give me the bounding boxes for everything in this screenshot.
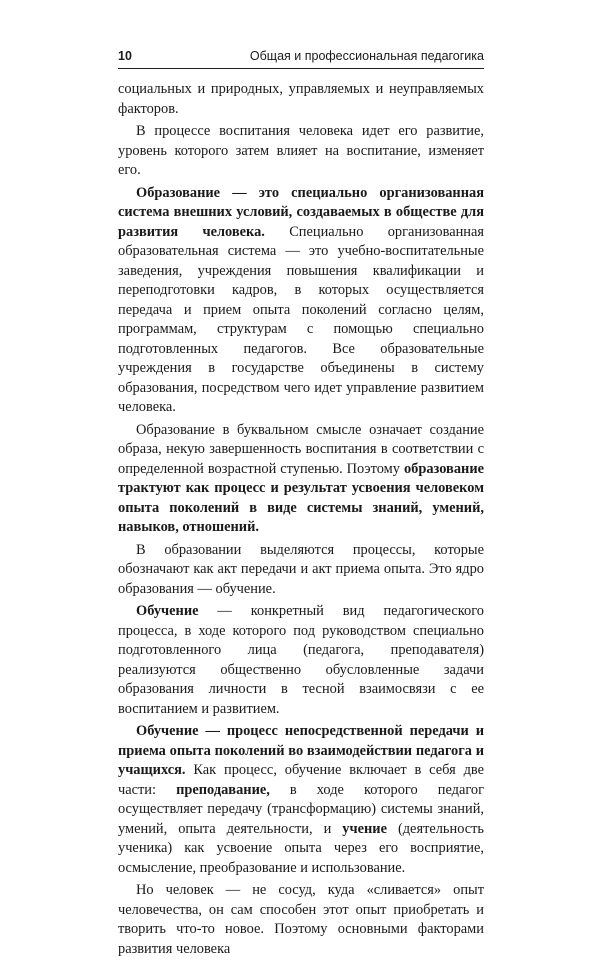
text-run: Но человек — не сосуд, куда «сливается» опыт человечества, он сам способен этот опыт приобретать и творить что-то новое. Поэтому основными факторами развития человека xyxy=(118,882,484,957)
paragraph xyxy=(118,421,484,538)
paragraph xyxy=(118,722,484,878)
text-run: В образовании выделяются процессы, которые обозначают как акт передачи и акт приема опыта. Это ядро образования — обучение. xyxy=(118,541,484,597)
text-run: социальных и природных, управляемых и неуправляемых факторов. xyxy=(118,81,484,117)
definition-bold: Обучение — процесс непосредственной передачи и приема опыта поколений во взаимодействии педагога и учащихся. xyxy=(118,723,484,778)
running-title: Общая и профессиональная педагогика xyxy=(249,49,484,63)
text-run: в ходе которого педагог осуществляет передачу (трансформацию) системы знаний, умений, опыта деятельности, и xyxy=(118,781,484,837)
term-bold: учение xyxy=(342,820,387,837)
text-run: В процессе воспитания человека идет его развитие, уровень которого затем влияет на воспитание, изменяет его. xyxy=(118,123,484,178)
paragraph xyxy=(118,602,484,719)
definition-bold: образование трактуют как процесс и результат усвоения человеком опыта поколений в виде системы знаний, умений, навыков, отношений. xyxy=(118,460,484,535)
text-run: — конкретный вид педагогического процесса, в ходе которого под руководством специально подготовленного лица (педагога, преподавателя) реализуются общественно обусловленные задачи образования личности в тесной взаимосвязи с ее воспитанием и развитием. xyxy=(118,603,484,717)
text-run: Специально организованная образовательная система — это учебно-воспитательные заведения, учреждения повышения квалификации и переподготовки кадров, в которых осуществляется передача и прием опыта поколений согласно целям, программам, структурам с помощью специально подготовленных педагогов. Все образовательные учреждения в государстве объединены в систему образования, посредством чего идет управление развитием человека. xyxy=(118,223,485,415)
page-header xyxy=(118,47,484,67)
definition-bold: Образование — это специально организованная система внешних условий, создаваемых в обществе для развития человека. xyxy=(118,184,484,240)
text-run: Как процесс, обучение включает в себя две части: xyxy=(118,762,484,798)
page-number: 10 xyxy=(118,49,132,63)
term-bold: Обучение xyxy=(136,603,199,619)
body-text xyxy=(118,80,484,962)
term-bold: преподавание, xyxy=(176,781,270,798)
paragraph xyxy=(118,80,484,119)
paragraph xyxy=(118,881,484,959)
text-run: Образование в буквальном смысле означает создание образа, некую завершенность воспитания в соответствии с определенной возрастной ступенью. Поэтому xyxy=(118,421,484,477)
text-run: (деятельность ученика) как усвоение опыта через его восприятие, осмысление, преобразование и использование. xyxy=(118,820,484,876)
header-rule xyxy=(118,68,484,69)
paragraph xyxy=(118,541,484,600)
paragraph xyxy=(118,184,484,418)
paragraph xyxy=(118,122,484,181)
